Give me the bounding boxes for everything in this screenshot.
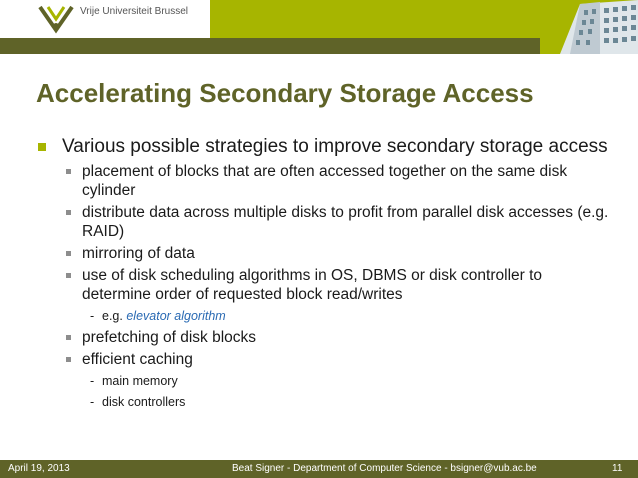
list-item: [30, 162, 615, 200]
list-item: [30, 244, 615, 263]
building-photo-icon: [540, 0, 638, 54]
level1-item: [30, 135, 615, 159]
square-bullet-icon: [66, 357, 71, 362]
list-item-text: placement of blocks that are often accessed together on the same disk cylinder: [82, 163, 568, 199]
slide-footer: [0, 460, 638, 478]
list-item: [30, 328, 615, 347]
sub-item-text: disk controllers: [102, 395, 186, 409]
sub-item-prefix: e.g.: [102, 309, 123, 323]
vub-shield-logo-icon: [36, 4, 76, 34]
sub-item: [30, 393, 615, 411]
sub-item-text: main memory: [102, 374, 178, 388]
list-item-text: use of disk scheduling algorithms in OS, DBMS or disk controller to determine order of requested block read/writes: [82, 267, 543, 303]
dash-bullet: -: [90, 395, 95, 409]
dash-bullet: -: [90, 374, 95, 388]
page-number: 11: [612, 463, 623, 474]
sub-item-highlight: elevator algorithm: [126, 309, 226, 323]
footer-author: Beat Signer - Department of Computer Science - bsigner@vub.ac.be: [232, 463, 537, 474]
logo-area: [0, 0, 210, 38]
list-item-text: efficient caching: [82, 351, 193, 368]
sub-item: [30, 372, 615, 390]
slide-title: Accelerating Secondary Storage Access: [36, 78, 534, 108]
list-item: [30, 266, 615, 304]
dash-bullet: -: [90, 309, 95, 323]
slide-body: [30, 135, 615, 414]
square-bullet-icon: [66, 169, 71, 174]
list-item-text: distribute data across multiple disks to profit from parallel disk accesses (e.g. RAID): [82, 204, 609, 240]
level1-text: Various possible strategies to improve secondary storage access: [62, 136, 608, 157]
university-name: Vrije Universiteit Brussel: [80, 6, 188, 17]
square-bullet-icon: [66, 210, 71, 215]
list-item-text: mirroring of data: [82, 245, 195, 262]
list-item-text: prefetching of disk blocks: [82, 329, 257, 346]
sub-item: [30, 307, 615, 325]
list-item: [30, 203, 615, 241]
list-item: [30, 350, 615, 369]
square-bullet-icon: [66, 273, 71, 278]
square-bullet-icon: [66, 335, 71, 340]
square-bullet-icon: [66, 251, 71, 256]
square-bullet-icon: [38, 143, 46, 151]
footer-date: April 19, 2013: [8, 463, 70, 474]
